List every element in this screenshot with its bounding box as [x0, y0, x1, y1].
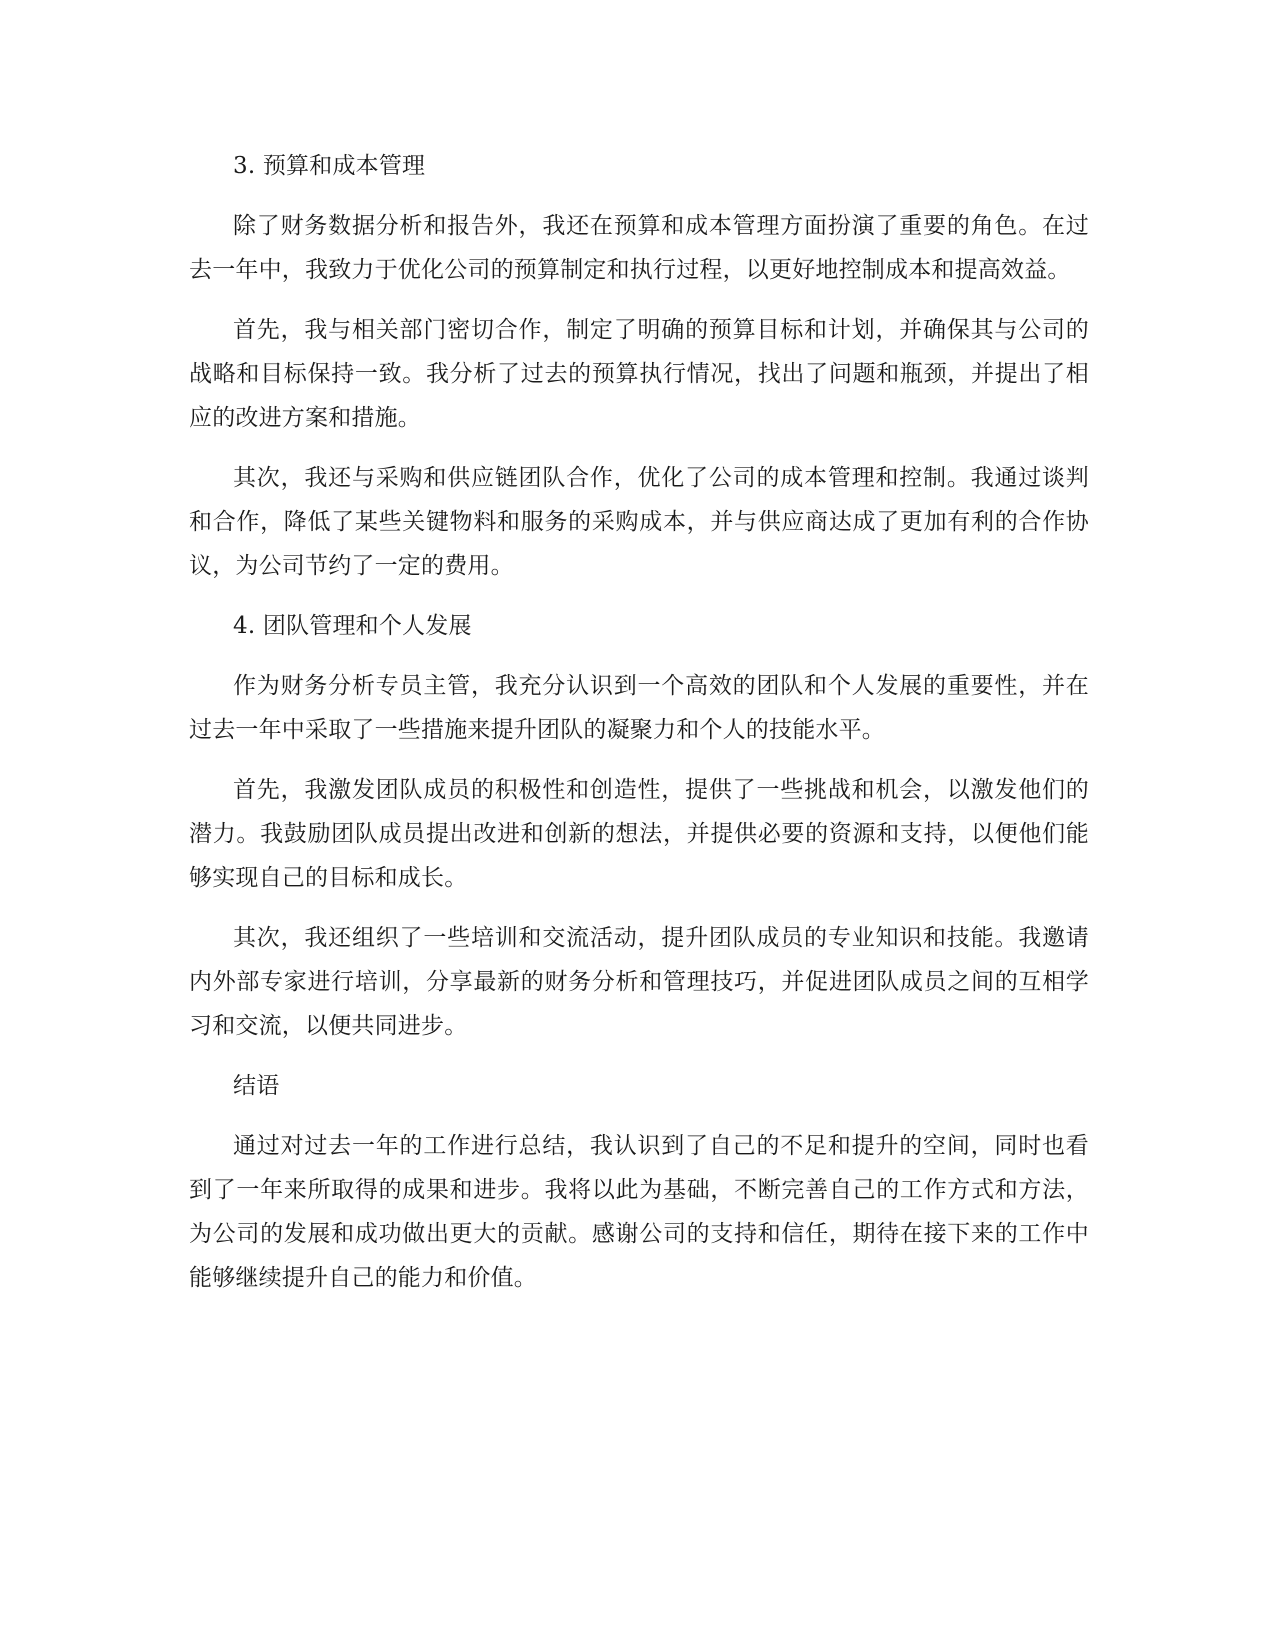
section-heading-conclusion: 结语	[233, 1073, 280, 1099]
paragraph: 其次，我还组织了一些培训和交流活动，提升团队成员的专业知识和技能。我邀请内外部专家进行培训，分享最新的财务分析和管理技巧，并促进团队成员之间的互相学习和交流，以便共同进步。	[189, 925, 1089, 1039]
paragraph: 作为财务分析专员主管，我充分认识到一个高效的团队和个人发展的重要性，并在过去一年中采取了一些措施来提升团队的凝聚力和个人的技能水平。	[189, 673, 1089, 743]
paragraph: 除了财务数据分析和报告外，我还在预算和成本管理方面扮演了重要的角色。在过去一年中，我致力于优化公司的预算制定和执行过程，以更好地控制成本和提高效益。	[189, 213, 1089, 283]
section-heading-team: 4. 团队管理和个人发展	[233, 613, 472, 639]
paragraph: 首先，我与相关部门密切合作，制定了明确的预算目标和计划，并确保其与公司的战略和目标保持一致。我分析了过去的预算执行情况，找出了问题和瓶颈，并提出了相应的改进方案和措施。	[189, 317, 1089, 431]
paragraph: 其次，我还与采购和供应链团队合作，优化了公司的成本管理和控制。我通过谈判和合作，降低了某些关键物料和服务的采购成本，并与供应商达成了更加有利的合作协议，为公司节约了一定的费用。	[189, 465, 1089, 579]
section-heading-budget: 3. 预算和成本管理	[233, 153, 426, 179]
paragraph: 首先，我激发团队成员的积极性和创造性，提供了一些挑战和机会，以激发他们的潜力。我鼓励团队成员提出改进和创新的想法，并提供必要的资源和支持，以便他们能够实现自己的目标和成长。	[189, 777, 1089, 891]
paragraph: 通过对过去一年的工作进行总结，我认识到了自己的不足和提升的空间，同时也看到了一年来所取得的成果和进步。我将以此为基础，不断完善自己的工作方式和方法，为公司的发展和成功做出更大的贡献。感谢公司的支持和信任，期待在接下来的工作中能够继续提升自己的能力和价值。	[189, 1133, 1089, 1291]
document-body	[189, 144, 1089, 1316]
